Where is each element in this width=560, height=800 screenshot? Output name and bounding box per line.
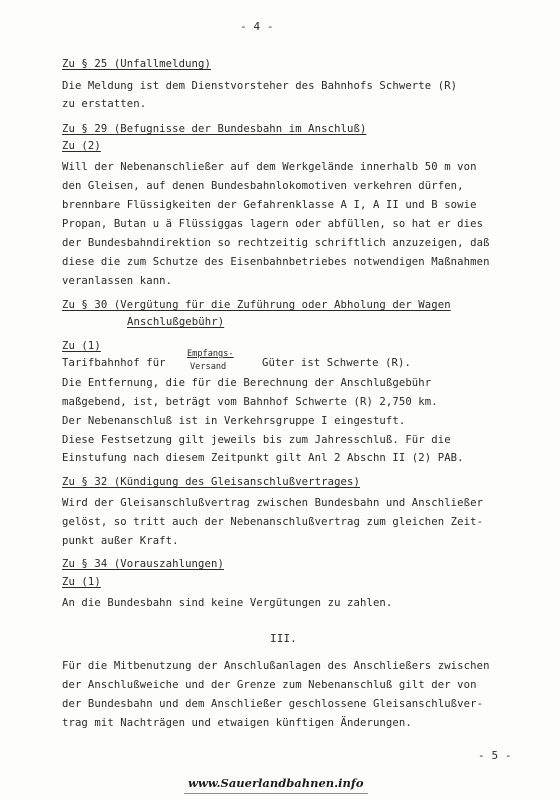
section-29-line: den Gleisen, auf denen Bundesbahnlokomotiven verkehren dürfen,	[62, 180, 464, 192]
footer-url-underline	[184, 793, 368, 794]
section-iii-line: Für die Mitbenutzung der Anschlußanlagen des Anschließers zwischen	[62, 660, 490, 672]
footer-url: www.Sauerlandbahnen.info	[188, 776, 364, 790]
section-30-heading-continued: Anschlußgebühr)	[127, 316, 225, 328]
section-32-line: Wird der Gleisanschlußvertrag zwischen Bundesbahn und Anschließer	[62, 497, 484, 509]
section-29-line: veranlassen kann.	[62, 275, 173, 287]
section-iii-line: trag mit Nachträgen und etwaigen künftigen Änderungen.	[62, 717, 412, 729]
section-29-line: brennbare Flüssigkeiten der Gefahrenklasse A I, A II und B sowie	[62, 199, 477, 211]
section-30-line: Diese Festsetzung gilt jeweils bis zum Jahresschluß. Für die	[62, 434, 451, 446]
section-29-line: Propan, Butan u ä Flüssiggas lagern oder abfüllen, so hat er dies	[62, 218, 484, 230]
fraction-top: Empfangs-	[187, 349, 234, 359]
section-iii-heading: III.	[270, 632, 297, 645]
section-30-heading: Zu § 30 (Vergütung für die Zuführung oder Abholung der Wagen	[62, 299, 451, 311]
section-32-line: gelöst, so tritt auch der Nebenanschlußvertrag zum gleichen Zeit-	[62, 516, 484, 528]
section-34-heading: Zu § 34 (Vorauszahlungen)	[62, 558, 224, 570]
section-34-subheading: Zu (1)	[62, 576, 101, 588]
section-32-heading: Zu § 32 (Kündigung des Gleisanschlußvertrages)	[62, 476, 360, 488]
section-34-line: An die Bundesbahn sind keine Vergütungen zu zahlen.	[62, 597, 393, 609]
section-25-line: Die Meldung ist dem Dienstvorsteher des Bahnhofs Schwerte (R)	[62, 80, 458, 92]
page-number-bottom: - 5 -	[478, 749, 512, 762]
section-25-heading: Zu § 25 (Unfallmeldung)	[62, 58, 211, 70]
section-30-line: Der Nebenanschluß ist in Verkehrsgruppe I eingestuft.	[62, 415, 406, 427]
tarif-suffix: Güter ist Schwerte (R).	[262, 357, 411, 369]
section-30-subheading: Zu (1)	[62, 340, 101, 352]
section-29-line: Will der Nebenanschließer auf dem Werkgelände innerhalb 50 m von	[62, 161, 477, 173]
section-iii-line: der Bundesbahn und dem Anschließer geschlossene Gleisanschlußver-	[62, 698, 484, 710]
section-29-heading: Zu § 29 (Befugnisse der Bundesbahn im Anschluß)	[62, 123, 367, 135]
section-29-line: der Bundesbahndirektion so rechtzeitig schriftlich anzuzeigen, daß	[62, 237, 490, 249]
fraction-bottom: Versand	[190, 362, 227, 372]
section-29-line: diese die zum Schutze des Eisenbahnbetriebes notwendigen Maßnahmen	[62, 256, 490, 268]
tarif-prefix: Tarifbahnhof für	[62, 357, 166, 369]
page-number-top: - 4 -	[240, 20, 274, 33]
section-29-subheading: Zu (2)	[62, 140, 101, 152]
section-30-line: Die Entfernung, die für die Berechnung der Anschlußgebühr	[62, 377, 432, 389]
section-32-line: punkt außer Kraft.	[62, 535, 179, 547]
section-30-line: maßgebend, ist, beträgt vom Bahnhof Schwerte (R) 2,750 km.	[62, 396, 438, 408]
section-30-line: Einstufung nach diesem Zeitpunkt gilt Anl 2 Abschn II (2) PAB.	[62, 452, 464, 464]
section-25-line: zu erstatten.	[62, 98, 147, 110]
section-iii-line: der Anschlußweiche und der Grenze zum Nebenanschluß gilt der von	[62, 679, 477, 691]
